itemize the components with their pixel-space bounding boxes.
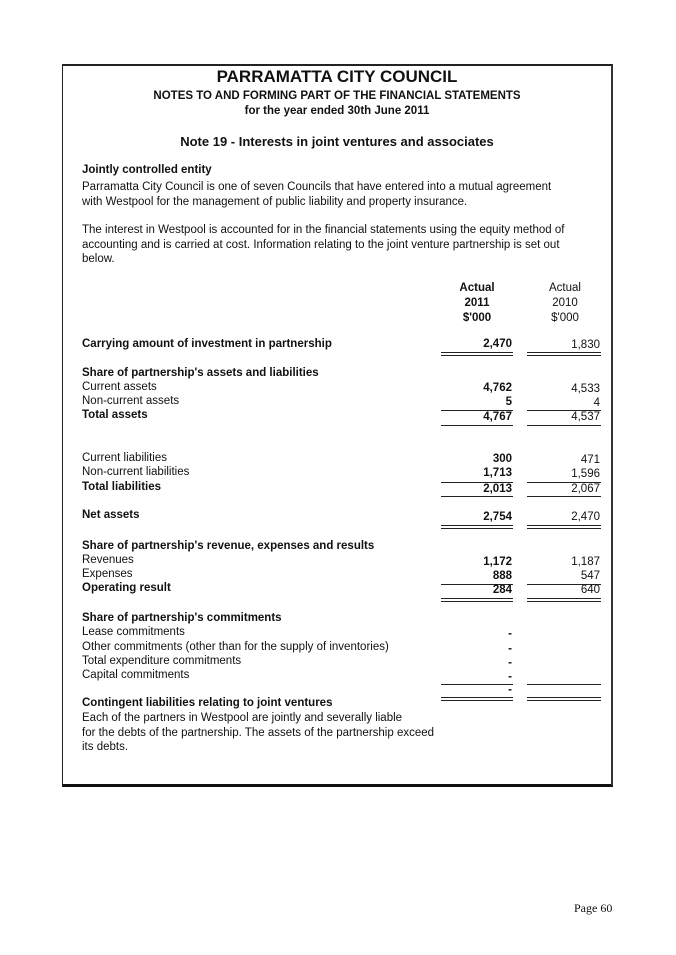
revenues-2010: 1,187 [571, 556, 600, 568]
text-line: Each of the partners in Westpool are jointly and severally liable [82, 712, 403, 724]
double-rule [441, 598, 513, 602]
current-assets-2011: 4,762 [483, 382, 512, 394]
results-heading: Share of partnership's revenue, expenses and results [82, 540, 375, 552]
double-rule [527, 525, 601, 529]
commitments-heading: Share of partnership's commitments [82, 612, 282, 624]
total-rule [441, 425, 513, 426]
double-rule [527, 352, 601, 356]
current-assets-2010: 4,533 [571, 383, 600, 395]
intro-paragraph-2 [82, 223, 582, 267]
other-commitments-label: Other commitments (other than for the supply of inventories) [82, 641, 389, 653]
assets-heading: Share of partnership's assets and liabilities [82, 367, 319, 379]
text-line: accounting and is carried at cost. Information relating to the joint venture partnership is set out [82, 238, 560, 251]
total-expenditure-2011: - [508, 657, 512, 669]
total-rule [527, 425, 601, 426]
revenues-2011: 1,172 [483, 556, 512, 568]
expenses-2011: 888 [492, 570, 512, 582]
text-line: The interest in Westpool is accounted for in the financial statements using the equity method of [82, 224, 565, 236]
org-title: PARRAMATTA CITY COUNCIL [216, 67, 458, 86]
note-title: Note 19 - Interests in joint ventures and associates [180, 134, 494, 149]
total-expenditure-label: Total expenditure commitments [82, 655, 242, 667]
total-rule [441, 496, 513, 497]
other-commitments-2011: - [508, 643, 512, 655]
operating-result-2010: 640 [580, 584, 600, 596]
contingent-heading: Contingent liabilities relating to joint ventures [82, 697, 333, 709]
text-line: its debts. [82, 741, 129, 753]
total-rule [527, 496, 601, 497]
total-liabilities-2011: 2,013 [483, 483, 512, 495]
noncurrent-liabilities-2010: 1,596 [571, 468, 600, 480]
carrying-label: Carrying amount of investment in partnership [82, 338, 332, 350]
total-assets-2010: 4,537 [571, 411, 600, 423]
total-assets-label: Total assets [82, 409, 148, 421]
total-commitments-2011: - [508, 684, 512, 696]
total-assets-2011: 4,767 [483, 411, 512, 423]
total-liabilities-2010: 2,067 [571, 483, 600, 495]
double-rule [527, 697, 601, 701]
statements-subtitle: NOTES TO AND FORMING PART OF THE FINANCIAL STATEMENTS [153, 90, 521, 102]
operating-result-label: Operating result [82, 582, 171, 594]
contingent-paragraph [82, 711, 582, 755]
double-rule [527, 598, 601, 602]
current-liabilities-label: Current liabilities [82, 452, 168, 464]
noncurrent-liabilities-label: Non-current liabilities [82, 466, 190, 478]
double-rule [441, 697, 513, 701]
col-2011-unit: $'000 [462, 312, 492, 324]
col-2010-label: Actual [549, 282, 581, 294]
lease-commitments-label: Lease commitments [82, 626, 185, 638]
col-2011-year: 2011 [464, 297, 490, 309]
text-line: Parramatta City Council is one of seven Councils that have entered into a mutual agreement [82, 181, 552, 193]
text-line: below. [82, 253, 115, 265]
noncurrent-assets-2010: 4 [593, 397, 600, 409]
noncurrent-assets-2011: 5 [505, 396, 512, 408]
text-line: with Westpool for the management of public liability and property insurance. [82, 195, 468, 208]
period-line: for the year ended 30th June 2011 [244, 105, 430, 117]
current-liabilities-2010: 471 [580, 454, 600, 466]
net-assets-2010: 2,470 [571, 511, 600, 523]
double-rule [441, 352, 513, 356]
lease-commitments-2011: - [508, 628, 512, 640]
expenses-2010: 547 [580, 570, 600, 582]
carrying-2011: 2,470 [483, 338, 512, 350]
col-2011-label: Actual [459, 282, 495, 294]
noncurrent-assets-label: Non-current assets [82, 395, 180, 407]
total-liabilities-label: Total liabilities [82, 481, 162, 493]
double-rule [441, 525, 513, 529]
capital-commitments-2011: - [508, 671, 512, 683]
revenues-label: Revenues [82, 554, 134, 566]
net-assets-label: Net assets [82, 509, 140, 521]
col-2010-unit: $'000 [551, 312, 579, 324]
text-line: for the debts of the partnership. The assets of the partnership exceed [82, 726, 435, 739]
subtotal-rule [527, 684, 601, 685]
current-assets-label: Current assets [82, 381, 157, 393]
current-liabilities-2011: 300 [492, 453, 512, 465]
capital-commitments-label: Capital commitments [82, 669, 190, 681]
intro-heading: Jointly controlled entity [82, 164, 212, 176]
noncurrent-liabilities-2011: 1,713 [483, 467, 512, 479]
intro-paragraph-1 [82, 180, 582, 209]
net-assets-2011: 2,754 [483, 511, 512, 523]
expenses-label: Expenses [82, 568, 133, 580]
operating-result-2011: 284 [492, 584, 512, 596]
page-number: Page 60 [574, 901, 613, 915]
carrying-2010: 1,830 [571, 339, 600, 351]
col-2010-year: 2010 [552, 297, 578, 309]
